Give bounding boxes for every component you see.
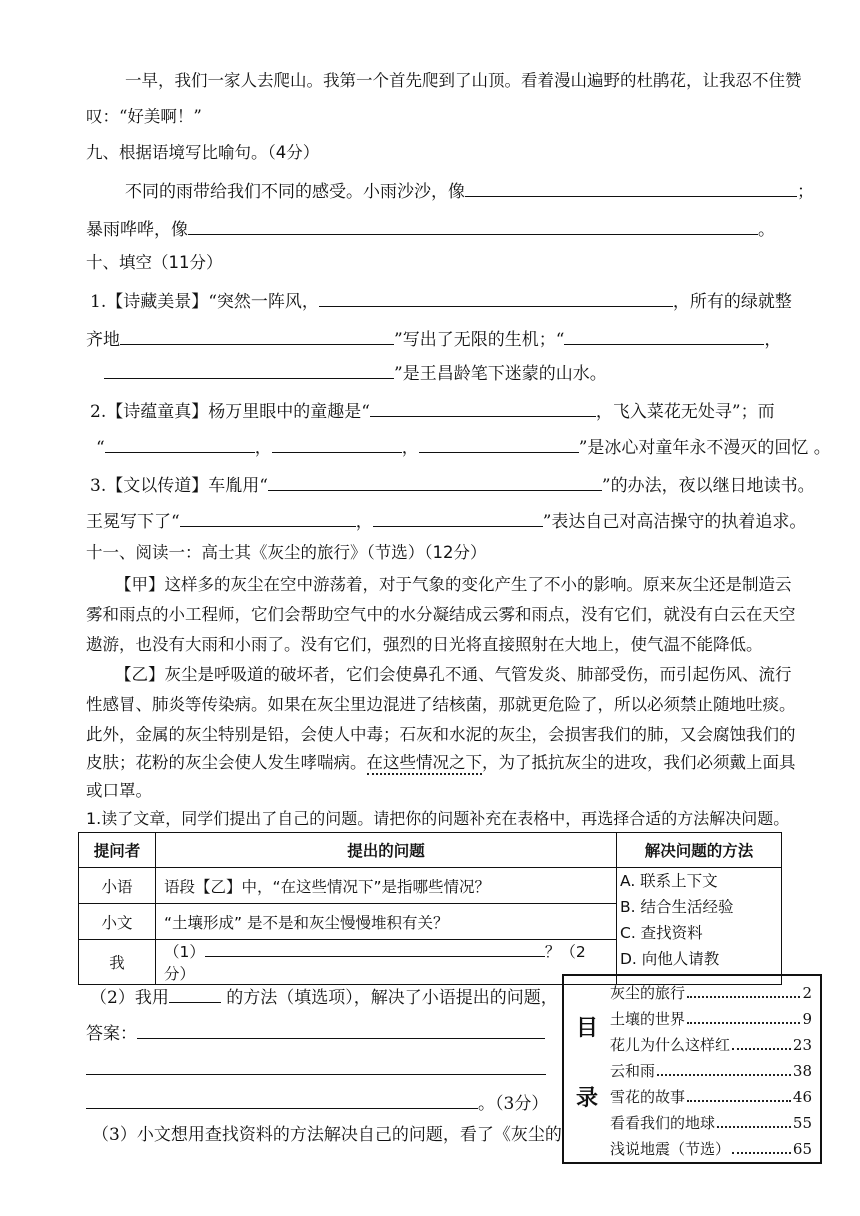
q10-blank-11[interactable]: [373, 508, 543, 527]
q10-item2-line2: [96, 434, 831, 459]
toc-item: [610, 1006, 812, 1032]
toc-side-char: 目: [575, 1016, 598, 1041]
method-option: B. 结合生活经验: [620, 898, 734, 916]
q9-end-1: ；: [797, 182, 814, 202]
q11-sub1: 1.读了文章，同学们提出了自己的问题。请把你的问题补充在表格中，再选择合适的方法解决问题。: [86, 809, 790, 828]
q10-item1-text-a: 1.【诗藏美景】“突然一阵风，: [90, 292, 319, 312]
q11-para-a-1: 【甲】这样多的灰尘在空中游荡着，对于气象的变化产生了不小的影响。原来灰尘还是制造云: [115, 575, 792, 594]
q11-para-b-1: 【乙】灰尘是呼吸道的破坏者，它们会使鼻孔不通、气管发炎、肺部受伤，而引起伤风、流行: [115, 665, 792, 684]
method-option: C. 查找资料: [620, 924, 703, 942]
q10-blank-8[interactable]: [419, 434, 579, 453]
answer-label: 答案：: [86, 1024, 137, 1044]
toc-item-page: 9: [802, 1010, 812, 1028]
asker-cell: 小文: [79, 904, 156, 940]
q9-prefix-1: 不同的雨带给我们不同的感受。小雨沙沙，像: [125, 182, 465, 202]
toc-item-title: 看看我们的地球: [610, 1114, 716, 1132]
toc-leader-dots: [732, 1136, 791, 1154]
answer-blank-1[interactable]: [137, 1020, 545, 1039]
intro-line-2: 叹：“好美啊！”: [86, 107, 202, 126]
q9-title: 九、根据语境写比喻句。（4分）: [86, 143, 320, 162]
q11-para-b-4-tail: ，为了抵抗灰尘的进攻，我们必须戴上面具: [482, 753, 796, 772]
q11-para-b-5: 或口罩。: [86, 781, 152, 800]
question-prefix: （1）: [164, 943, 205, 961]
toc-item-title: 灰尘的旅行: [610, 984, 686, 1002]
header-asker: 提问者: [79, 833, 156, 868]
question-cell: 语段【乙】中，“在这些情况下”是指哪些情况？: [156, 868, 617, 904]
toc-leader-dots: [687, 1006, 800, 1024]
answer-line-3: [86, 1090, 548, 1115]
q10-blank-9[interactable]: [268, 472, 602, 491]
method-option: D. 向他人请教: [620, 950, 720, 968]
toc-leader-dots: [732, 1032, 791, 1050]
toc-item: [610, 1084, 812, 1110]
q10-item2-text-a: 2.【诗蕴童真】杨万里眼中的童趣是“: [90, 402, 370, 422]
toc-item-title: 花儿为什么这样红: [610, 1036, 731, 1054]
q9-line-2: [86, 216, 775, 241]
header-method: 解决问题的方法: [617, 833, 782, 868]
question-suffix: ？（2分）: [164, 943, 586, 983]
q10-item3-text-c: 王冕写下了“: [86, 512, 180, 532]
asker-cell: 我: [79, 940, 156, 985]
q11-dotted-phrase: 在这些情况之下: [367, 753, 483, 775]
q11-sub2: [90, 984, 558, 1009]
q10-item3-text-e: ”表达自己对高洁操守的执着追求。: [542, 512, 807, 532]
q10-blank-5[interactable]: [370, 398, 596, 417]
q10-blank-1[interactable]: [319, 288, 673, 307]
q10-item2-text-f: ”是冰心对童年永不漫灭的回忆 。: [578, 438, 831, 458]
score-3: 。（3分）: [478, 1094, 549, 1114]
method-option: A. 联系上下文: [620, 872, 718, 890]
sub2-text-b: 的方法（填选项），解决了小语提出的问题，: [220, 988, 558, 1008]
q10-item1-text-b: ，所有的绿就整: [672, 292, 792, 312]
question-cell: “土壤形成” 是不是和灰尘慢慢堆积有关？: [156, 904, 617, 940]
q10-item3-line1: [90, 472, 815, 497]
intro-line-1: 一早，我们一家人去爬山。我第一个首先爬到了山顶。看着漫山遍野的杜鹃花，让我忍不住赞: [125, 71, 802, 90]
toc-item-title: 浅说地震（节选）: [610, 1140, 731, 1158]
toc-item-page: 2: [802, 984, 812, 1002]
choice-blank[interactable]: [169, 984, 221, 1003]
toc-leader-dots: [687, 980, 800, 998]
sub2-text-a: （2）我用: [90, 988, 169, 1008]
table-header-row: [79, 833, 782, 868]
q10-item1-line2: [86, 326, 781, 351]
toc-item-page: 38: [792, 1062, 812, 1080]
toc-leader-dots: [657, 1058, 791, 1076]
q11-para-b-3: 此外，金属的灰尘特别是铅，会使人中毒；石灰和水泥的灰尘，会损害我们的肺，又会腐蚀我们的: [86, 725, 796, 744]
q10-blank-3[interactable]: [564, 326, 764, 345]
toc-item: [610, 980, 812, 1006]
q11-para-b-2: 性感冒、肺炎等传染病。如果在灰尘里边混进了结核菌，那就更危险了，所以必须禁止随地吐痰。: [86, 695, 796, 714]
table-of-contents: [562, 974, 822, 1164]
my-question-blank[interactable]: [205, 942, 545, 957]
toc-item-page: 65: [792, 1140, 812, 1158]
answer-line-1: [86, 1020, 545, 1045]
toc-leader-dots: [717, 1110, 791, 1128]
q10-item1-line1: [90, 288, 792, 313]
q10-blank-10[interactable]: [180, 508, 356, 527]
question-cell: [156, 940, 617, 985]
q11-para-b-4: [86, 752, 796, 774]
q11-para-b-4-text: 皮肤；花粉的灰尘会使人发生哮喘病。: [86, 753, 367, 772]
toc-side-title: [572, 994, 602, 1134]
toc-item-page: 46: [792, 1088, 812, 1106]
q10-item2-text-d: ，: [254, 438, 272, 458]
q10-title: 十、填空（11分）: [86, 253, 223, 272]
toc-leader-dots: [687, 1084, 791, 1102]
answer-line-2: [86, 1056, 546, 1081]
q10-blank-2[interactable]: [120, 326, 394, 345]
toc-list: [610, 980, 812, 1162]
toc-side-char: 录: [575, 1086, 598, 1111]
q10-blank-7[interactable]: [272, 434, 402, 453]
q10-item1-text-c: 齐地: [86, 330, 120, 350]
q9-end-2: 。: [758, 220, 775, 240]
q10-item2-line1: [90, 398, 775, 423]
q10-blank-6[interactable]: [105, 434, 255, 453]
toc-item-title: 云和雨: [610, 1062, 656, 1080]
method-options: [620, 868, 784, 974]
header-question: 提出的问题: [156, 833, 617, 868]
q9-blank-2[interactable]: [188, 216, 758, 235]
q10-item2-text-b: ，飞入菜花无处寻”；而: [595, 402, 775, 422]
toc-item: [610, 1058, 812, 1084]
q9-blank-1[interactable]: [465, 178, 797, 197]
q10-item3-line2: [86, 508, 806, 533]
toc-item: [610, 1032, 812, 1058]
q10-item3-text-d: ，: [355, 512, 373, 532]
q10-item1-text-d: ”写出了无限的生机；“: [394, 330, 565, 350]
toc-item-title: 雪花的故事: [610, 1088, 686, 1106]
q10-item2-text-c: “: [96, 438, 105, 458]
q10-blank-4[interactable]: [104, 360, 394, 379]
q10-item2-text-e: ，: [401, 438, 419, 458]
toc-item-title: 土壤的世界: [610, 1010, 686, 1028]
answer-blank-2[interactable]: [86, 1056, 546, 1075]
q10-item1-text-f: ”是王昌龄笔下迷蒙的山水。: [394, 364, 607, 384]
asker-cell: 小语: [79, 868, 156, 904]
toc-item-page: 23: [792, 1036, 812, 1054]
q11-title: 十一、阅读一：高士其《灰尘的旅行》（节选）（12分）: [86, 543, 487, 562]
q10-item3-text-b: ”的办法，夜以继日地读书。: [601, 476, 815, 496]
q9-prefix-2: 暴雨哗哗，像: [86, 220, 188, 240]
q9-line-1: [125, 178, 814, 203]
answer-blank-3[interactable]: [86, 1090, 478, 1109]
q10-item3-text-a: 3.【文以传道】车胤用“: [90, 476, 268, 496]
q11-sub3: （3）小文想用查找资料的方法解决自己的问题，看了《灰尘的: [92, 1125, 562, 1145]
q11-para-a-2: 雾和雨点的小工程师，它们会帮助空气中的水分凝结成云雾和雨点，没有它们，就没有白云在天空: [86, 605, 796, 624]
q10-item1-text-e: ，: [764, 330, 782, 350]
q10-item1-line3: [104, 360, 607, 385]
toc-item: [610, 1110, 812, 1136]
q11-para-a-3: 遨游，也没有大雨和小雨了。没有它们，强烈的日光将直接照射在大地上，使气温不能降低。: [86, 635, 763, 654]
toc-item-page: 55: [792, 1114, 812, 1132]
toc-item: [610, 1136, 812, 1162]
